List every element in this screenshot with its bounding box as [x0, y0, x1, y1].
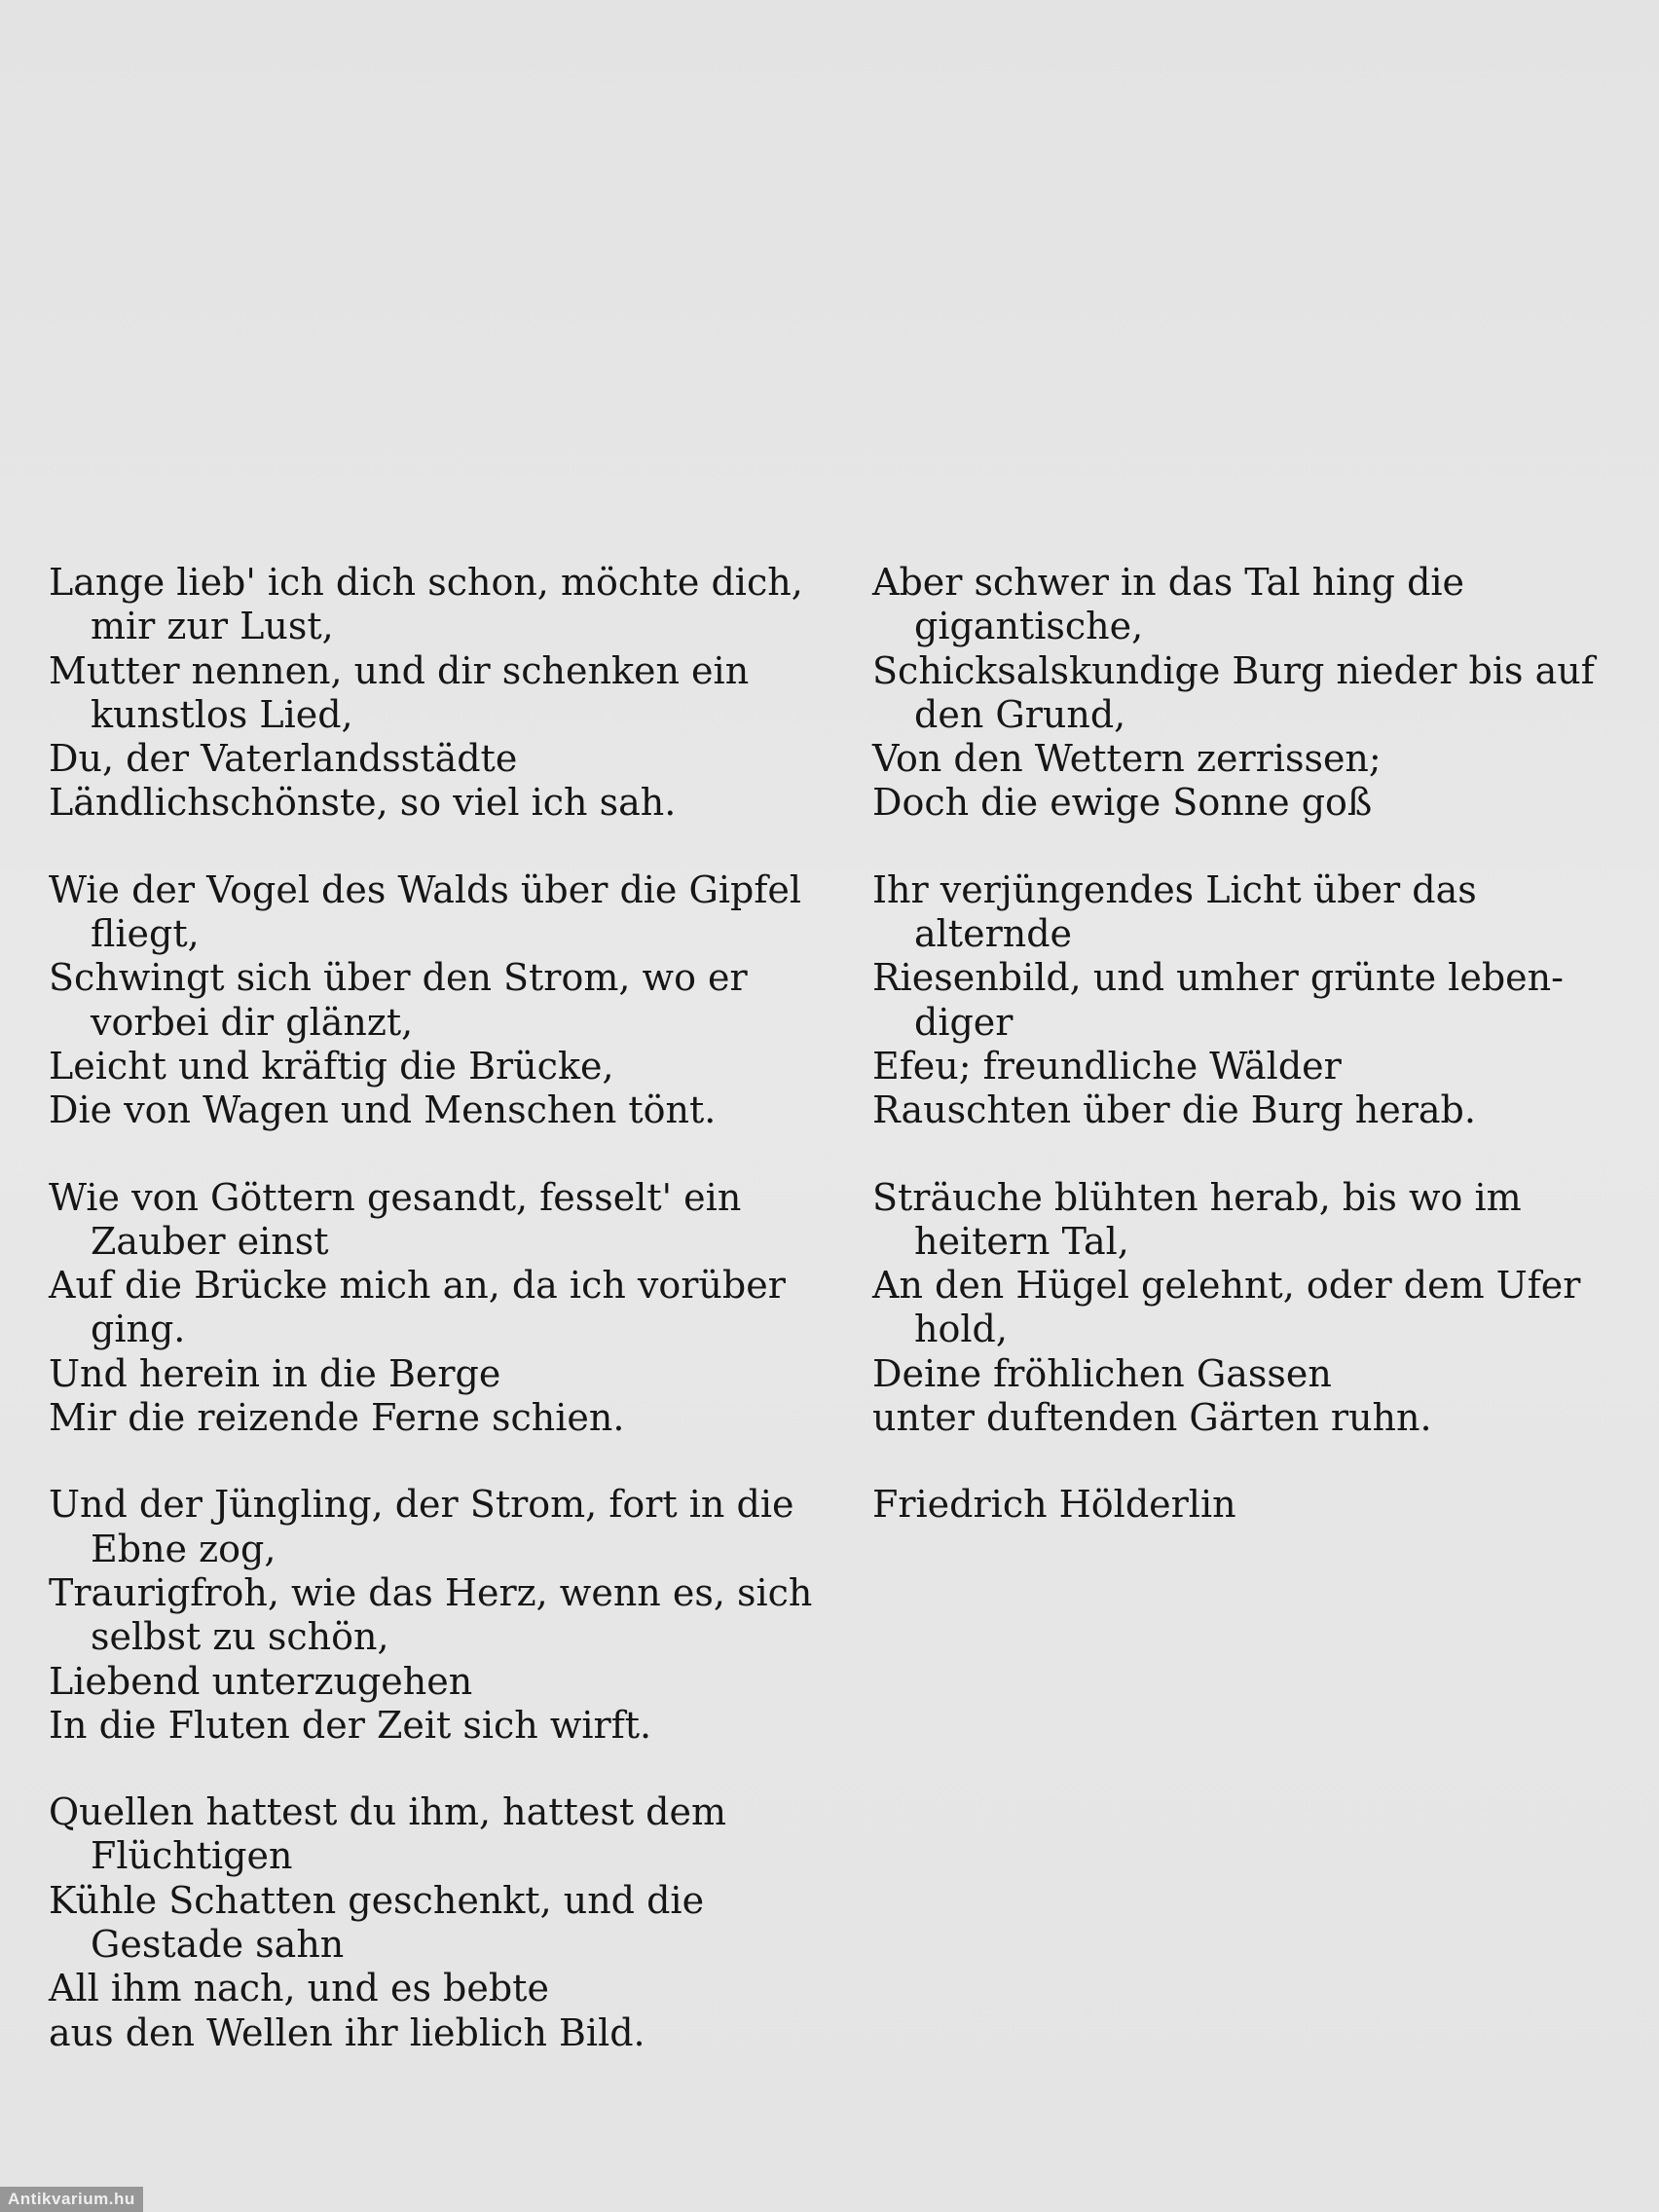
poem-line: Rauschten über die Burg herab.: [872, 1088, 1476, 1132]
poem-line: Schwingt sich über den Strom, wo er: [49, 956, 748, 1000]
poem-line: Von den Wettern zerrissen;: [872, 737, 1382, 781]
poem-line: Ebne zog,: [91, 1527, 276, 1570]
poem-line: Ländlichschönste, so viel ich sah.: [49, 781, 677, 825]
stanza: [872, 868, 1632, 1133]
poem-column-right: [872, 561, 1632, 1528]
poem-line: gigantische,: [914, 605, 1144, 648]
poem-line: Riesenbild, und umher grünte leben-: [872, 956, 1564, 1000]
stanza: [872, 561, 1632, 826]
poem-line: Aber schwer in das Tal hing die: [872, 561, 1465, 604]
poem-line: den Grund,: [914, 692, 1126, 736]
poem-line: kunstlos Lied,: [91, 692, 353, 736]
poem-line: Sträuche blühten herab, bis wo im: [872, 1175, 1522, 1219]
poem-line: An den Hügel gelehnt, oder dem Ufer: [872, 1264, 1581, 1308]
poem-line: Du, der Vaterlandsstädte: [49, 737, 518, 781]
poem-line: aus den Wellen ihr lieblich Bild.: [49, 2010, 645, 2054]
poem-line: Lange lieb' ich dich schon, möchte dich,: [49, 561, 803, 604]
poem-line: Doch die ewige Sonne goß: [872, 781, 1373, 825]
poem-line: Die von Wagen und Menschen tönt.: [49, 1088, 717, 1132]
poem-line: Flüchtigen: [91, 1834, 293, 1878]
poem-line: Quellen hattest du ihm, hattest dem: [49, 1790, 727, 1834]
poem-line: heitern Tal,: [914, 1219, 1129, 1263]
poem-line: mir zur Lust,: [91, 605, 334, 648]
author-signature: Friedrich Hölderlin: [872, 1483, 1236, 1527]
poem-line: diger: [914, 1000, 1014, 1044]
poem-line: Ihr verjüngendes Licht über das: [872, 867, 1477, 911]
poem-line: Und der Jüngling, der Strom, fort in die: [49, 1483, 794, 1527]
stanza: [49, 1176, 876, 1441]
poem-line: selbst zu schön,: [91, 1615, 389, 1659]
poem-line: hold,: [914, 1308, 1008, 1351]
poem-line: fliegt,: [91, 912, 200, 956]
poem-line: Mutter nennen, und dir schenken ein: [49, 648, 750, 692]
poem-line: vorbei dir glänzt,: [91, 1000, 414, 1044]
poem-column-left: [49, 561, 876, 2098]
poem-line: All ihm nach, und es bebte: [49, 1967, 549, 2010]
poem-line: Efeu; freundliche Wälder: [872, 1044, 1342, 1088]
poem-line: Mir die reizende Ferne schien.: [49, 1396, 625, 1440]
poem-line: In die Fluten der Zeit sich wirft.: [49, 1703, 652, 1747]
stanza: [49, 561, 876, 826]
stanza: [49, 1483, 876, 1748]
poem-line: Wie von Göttern gesandt, fesselt' ein: [49, 1175, 742, 1219]
poem-line: Leicht und kräftig die Brücke,: [49, 1044, 614, 1088]
poem-line: Liebend unterzugehen: [49, 1659, 473, 1703]
poem-line: unter duftenden Gärten ruhn.: [872, 1396, 1432, 1440]
poem-line: Und herein in die Berge: [49, 1351, 501, 1395]
poem-line: Zauber einst: [91, 1219, 329, 1263]
poem-line: Traurigfroh, wie das Herz, wenn es, sich: [49, 1570, 813, 1614]
right-stanzas: [872, 561, 1632, 1440]
poem-line: ging.: [91, 1308, 186, 1351]
poem-line: Schicksalskundige Burg nieder bis auf: [872, 648, 1595, 692]
poem-line: Gestade sahn: [91, 1923, 345, 1967]
poem-line: Kühle Schatten geschenkt, und die: [49, 1878, 705, 1922]
poem-line: Deine fröhlichen Gassen: [872, 1351, 1332, 1395]
poem-line: Wie der Vogel des Walds über die Gipfel: [49, 867, 802, 911]
poem-line: alternde: [914, 912, 1073, 956]
watermark: Antikvarium.hu: [0, 2187, 143, 2212]
poem-line: Auf die Brücke mich an, da ich vorüber: [49, 1264, 786, 1308]
stanza: [872, 1176, 1632, 1441]
stanza: [49, 868, 876, 1133]
stanza: [49, 1790, 876, 2055]
